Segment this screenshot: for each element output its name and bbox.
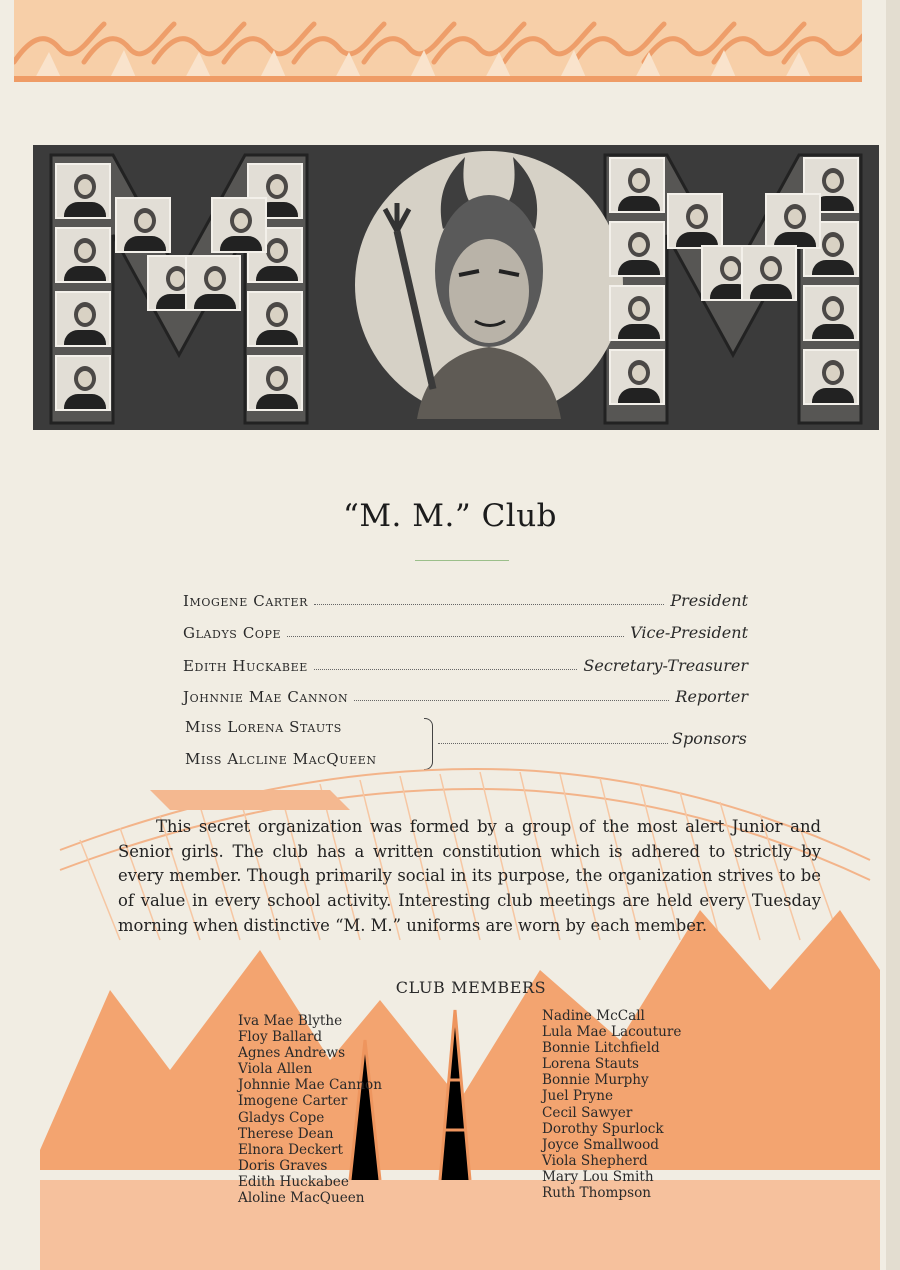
member-name: Juel Pryne — [542, 1088, 614, 1105]
member-name: Iva Mae Blythe — [238, 1013, 343, 1029]
member-name: Agnes Andrews — [238, 1045, 346, 1062]
member-photo — [185, 255, 241, 311]
officer-row — [183, 586, 748, 610]
member-photo — [741, 245, 797, 301]
members-heading: CLUB MEMBERS — [395, 978, 547, 997]
member-photo — [609, 285, 665, 341]
member-photo — [55, 355, 111, 411]
member-photo — [765, 193, 821, 249]
page-title: “M. M.” Club — [342, 498, 558, 534]
member-photo — [667, 193, 723, 249]
officer-role: Secretary-Treasurer — [583, 656, 748, 675]
member-name: Lorena Stauts — [542, 1056, 640, 1073]
member-photo — [609, 349, 665, 405]
member-photo — [609, 157, 665, 213]
member-name: Joyce Smallwood — [542, 1136, 660, 1153]
member-name: Viola Shepherd — [542, 1152, 648, 1169]
member-photo — [211, 197, 267, 253]
member-photo — [55, 291, 111, 347]
dot-leader — [354, 700, 669, 701]
member-photo — [609, 221, 665, 277]
top-decorative-band — [14, 0, 862, 82]
members-list-right — [542, 1008, 681, 1201]
member-name: Imogene Carter — [238, 1093, 348, 1110]
member-photo — [247, 355, 303, 411]
member-name: Dorothy Spurlock — [542, 1120, 664, 1137]
officer-row — [183, 682, 748, 706]
officer-role: Reporter — [675, 687, 748, 706]
officer-name: Edith Huckabee — [183, 657, 308, 675]
officer-role: Vice-President — [630, 623, 748, 642]
officer-name: Imogene Carter — [183, 592, 309, 610]
members-list-left — [238, 1013, 382, 1206]
member-name: Cecil Sawyer — [542, 1104, 633, 1121]
member-name: Ruth Thompson — [542, 1185, 652, 1202]
officer-role: President — [670, 591, 748, 610]
member-photo — [803, 349, 859, 405]
member-name: Mary Lou Smith — [542, 1168, 654, 1185]
member-name: Johnnie Mae Cannon — [238, 1077, 382, 1094]
member-name: Elnora Deckert — [238, 1141, 343, 1158]
member-name: Gladys Cope — [238, 1109, 325, 1126]
member-photo — [803, 285, 859, 341]
sponsor-role: Sponsors — [672, 729, 747, 748]
member-name: Floy Ballard — [238, 1029, 323, 1046]
member-name: Lula Mae Lacouture — [542, 1024, 682, 1041]
wave-pattern-icon — [14, 0, 862, 82]
title-divider — [415, 560, 509, 561]
member-photo — [55, 163, 111, 219]
sponsor-name: Miss Alcline MacQueen — [185, 750, 377, 768]
member-name: Doris Graves — [238, 1157, 328, 1174]
dot-leader — [314, 604, 664, 605]
officer-row — [183, 618, 748, 642]
member-name: Viola Allen — [238, 1061, 313, 1078]
sponsor-name: Miss Lorena Stauts — [185, 718, 342, 736]
member-name: Aloline MacQueen — [238, 1190, 365, 1207]
devil-mascot-icon — [355, 151, 623, 419]
member-photo-banner — [33, 145, 879, 430]
officer-name: Gladys Cope — [183, 624, 282, 642]
member-name: Bonnie Murphy — [542, 1072, 649, 1089]
dot-leader — [287, 636, 624, 637]
member-name: Nadine McCall — [542, 1008, 645, 1024]
officer-row — [183, 651, 748, 675]
officer-name: Johnnie Mae Cannon — [183, 688, 349, 706]
member-photo — [247, 291, 303, 347]
page-edge — [886, 0, 900, 1270]
member-name: Therese Dean — [238, 1125, 334, 1142]
member-photo — [115, 197, 171, 253]
member-name: Bonnie Litchfield — [542, 1040, 660, 1057]
member-name: Edith Huckabee — [238, 1173, 349, 1190]
member-photo — [55, 227, 111, 283]
devil-mascot-circle — [355, 151, 623, 419]
dot-leader — [314, 669, 578, 670]
club-description: This secret organization was formed by a group of the most alert Junior and Senior girls. The club has a written constitution which is adhered to strictly by every member. Though primarily social in its purpose, the organization strives to be of value in every school activity. Interesting club meetings are held every Tuesday morning when distinctive “M. M.” uniforms are worn by each member. — [118, 817, 821, 935]
